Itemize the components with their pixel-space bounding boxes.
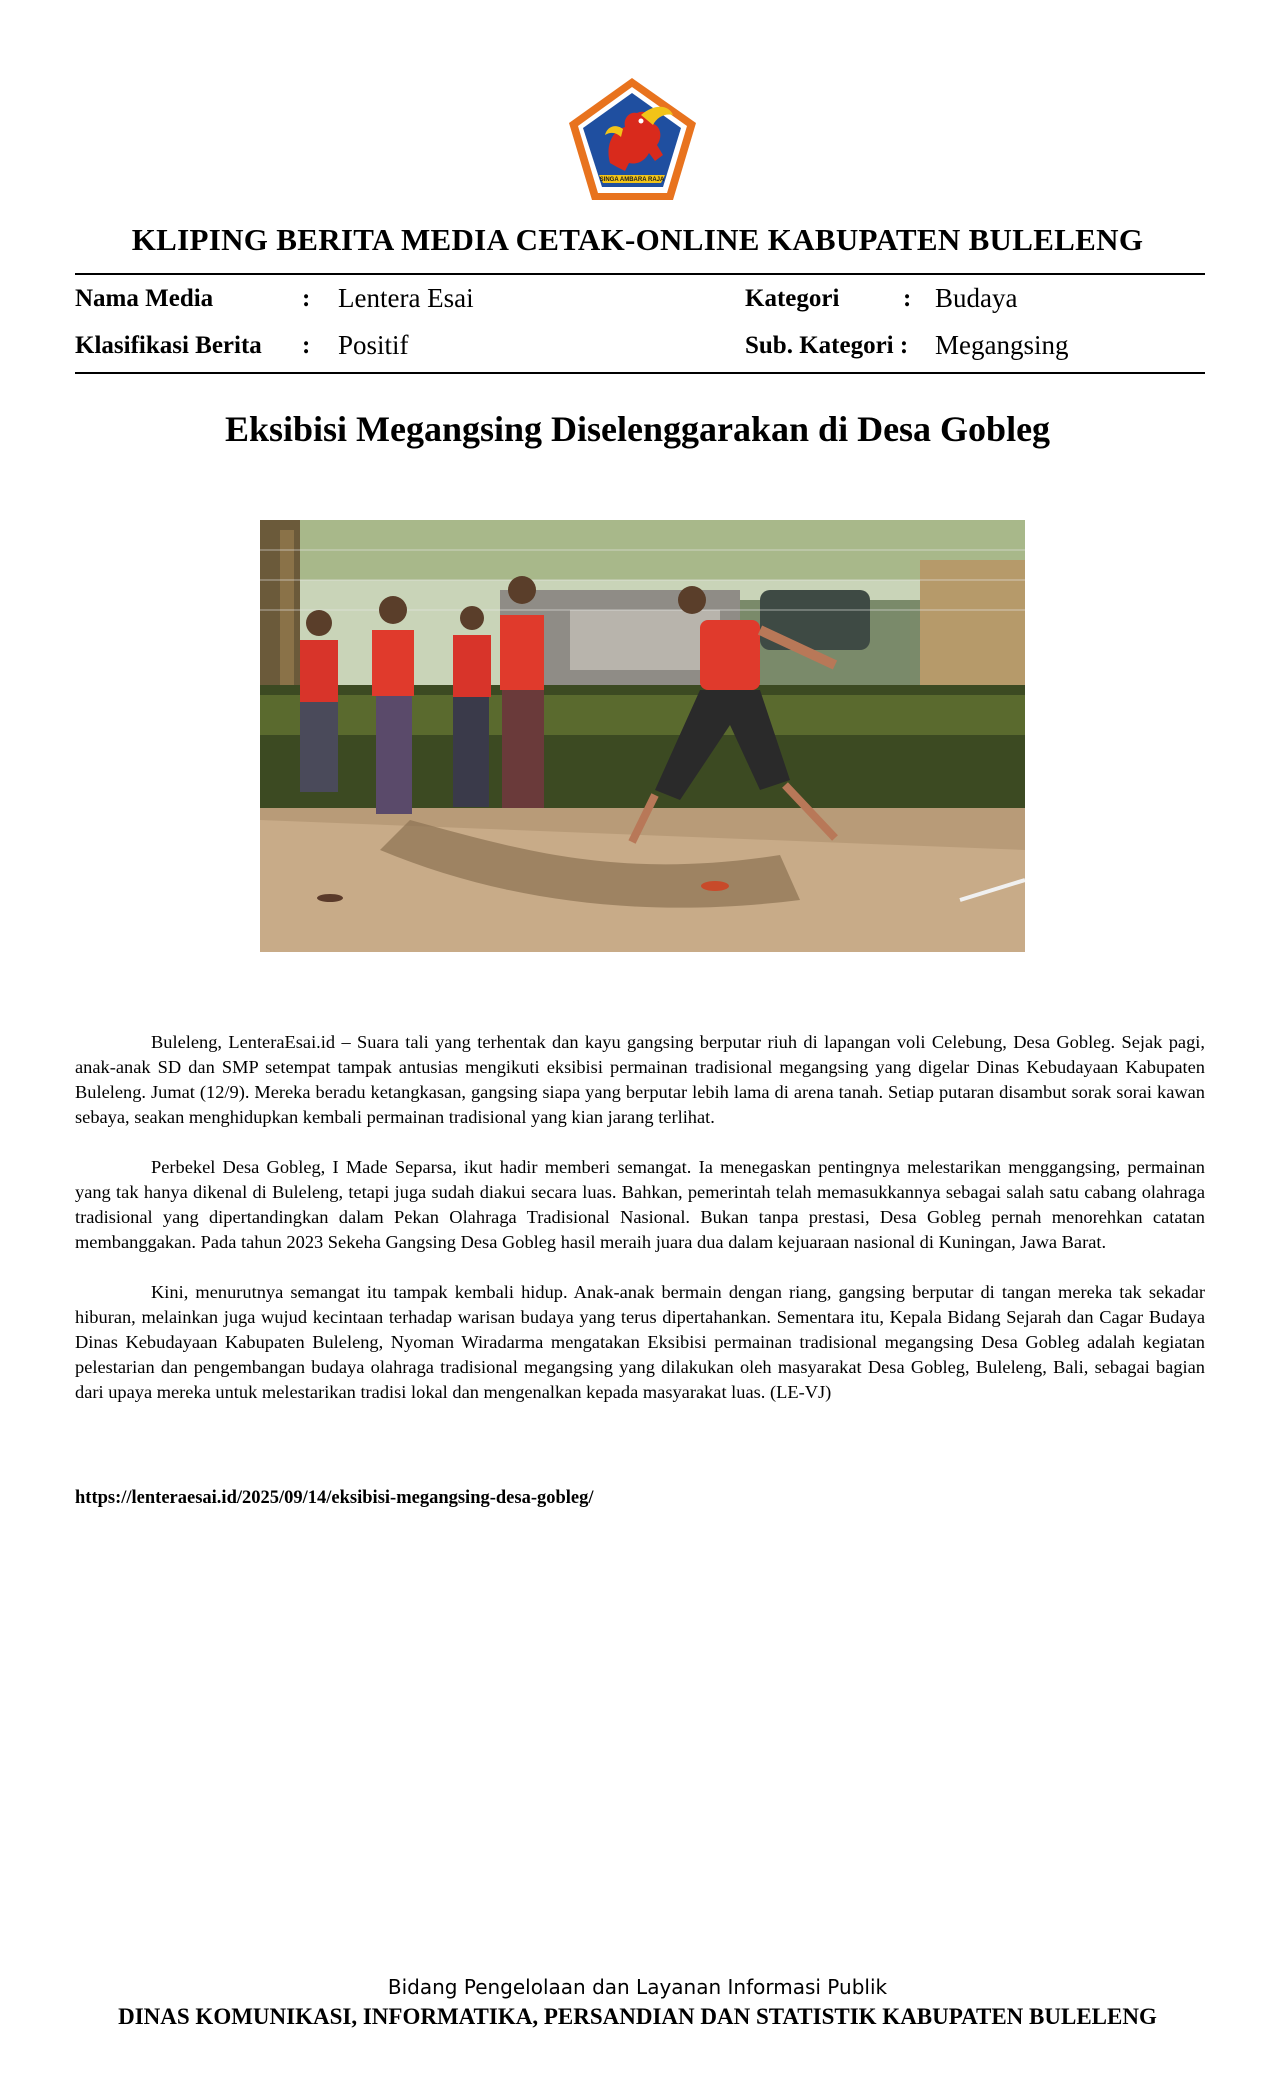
logo-motto: SINGA AMBARA RAJA xyxy=(599,177,665,183)
article-headline: Eksibisi Megangsing Diselenggarakan di Desa Gobleg xyxy=(224,409,1051,449)
source-link[interactable]: https://lenteraesai.id/2025/09/14/eksibisi-megangsing-desa-gobleg/ xyxy=(75,1488,594,1508)
article-paragraph: Perbekel Desa Gobleg, I Made Separsa, ikut hadir memberi semangat. Ia menegaskan pentingnya melestarikan menggangsing, permainan yang tak hanya dikenal di Buleleng, tetapi juga sudah diakui secara luas. Bahkan, pemerintah telah memasukkannya sebagai salah satu cabang olahraga tradisional yang dipertandingkan dalam Pekan Olahraga Tradisional Nasional. Bukan tanpa prestasi, Desa Gobleg pernah menorehkan catatan membanggakan. Pada tahun 2023 Sekeha Gangsing Desa Gobleg hasil meraih juara dua dalam kejuaraan nasional di Kuningan, Jawa Barat. xyxy=(75,1157,1205,1252)
header-divider xyxy=(75,273,1205,275)
classification-label: Klasifikasi Berita xyxy=(75,332,262,359)
article-paragraph: Kini, menurutnya semangat itu tampak kembali hidup. Anak-anak bermain dengan riang, gangsing berputar di tangan mereka tak sekadar hiburan, melainkan juga wujud kecintaan terhadap warisan budaya yang terus dipertahankan. Sementara itu, Kepala Bidang Sejarah dan Cagar Budaya Dinas Kebudayaan Kabupaten Buleleng, Nyoman Wiradarma mengatakan Eksibisi permainan tradisional megangsing Desa Gobleg adalah kegiatan pelestarian dan pengembangan budaya olahraga tradisional megangsing yang dilakukan oleh masyarakat Desa Gobleg, Buleleng, Bali, sebagai bagian dari upaya mereka untuk melestarikan tradisi lokal dan mengenalkan kepada masyarakat luas. (LE-VJ) xyxy=(75,1282,1205,1402)
media-name-value: Lentera Esai xyxy=(338,283,474,313)
page-title: KLIPING BERITA MEDIA CETAK-ONLINE KABUPATEN BULELENG xyxy=(131,222,1144,257)
category-label: Kategori xyxy=(745,285,840,312)
meta-divider xyxy=(75,372,1205,374)
singa-ambara-raja-emblem-icon xyxy=(565,75,700,203)
media-name-colon: : xyxy=(302,285,311,312)
footer-agency: DINAS KOMUNIKASI, INFORMATIKA, PERSANDIAN DAN STATISTIK KABUPATEN BULELENG xyxy=(118,2004,1157,2029)
media-name-label: Nama Media xyxy=(75,285,214,312)
footer-subtitle: Bidang Pengelolaan dan Layanan Informasi Publik xyxy=(387,1975,888,1999)
classification-value: Positif xyxy=(338,330,409,360)
classification-colon: : xyxy=(302,332,311,359)
article-body xyxy=(75,1030,1205,1430)
subcategory-value: Megangsing xyxy=(935,330,1069,360)
category-colon: : xyxy=(903,285,912,312)
news-photo-icon xyxy=(260,520,1025,952)
subcategory-label: Sub. Kategori : xyxy=(745,332,909,359)
category-value: Budaya xyxy=(935,283,1018,313)
article-paragraph: Buleleng, LenteraEsai.id – Suara tali yang terhentak dan kayu gangsing berputar riuh di lapangan voli Celebung, Desa Gobleg. Sejak pagi, anak-anak SD dan SMP setempat tampak antusias mengikuti eksibisi permainan tradisional megangsing yang digelar Dinas Kebudayaan Kabupaten Buleleng. Jumat (12/9). Mereka beradu ketangkasan, gangsing siapa yang berputar lebih lama di arena tanah. Setiap putaran disambut sorak sorai kawan sebaya, seakan menghidupkan kembali permainan tradisional yang kian jarang terlihat. xyxy=(75,1032,1205,1127)
